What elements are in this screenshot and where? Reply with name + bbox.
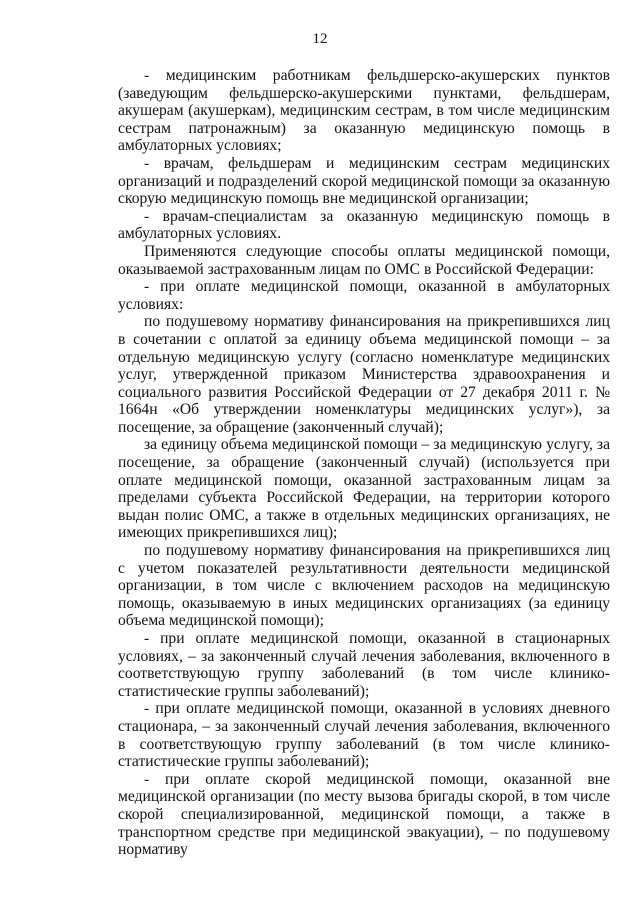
paragraph: - медицинским работникам фельдшерско-акушерских пунктов (заведующим фельдшерско-акушерскими пунктами, фельдшерам, акушерам (акушеркам), медицинским сестрам, в том числе медицинским сестрам патронажным) за оказанную медицинскую помощь в амбулаторных условиях;: [118, 67, 610, 155]
paragraph: - врачам-специалистам за оказанную медицинскую помощь в амбулаторных условиях.: [118, 207, 610, 243]
paragraph: - при оплате медицинской помощи, оказанной в стационарных условиях, – за законченный случай лечения заболевания, включенного в соответствующую группу заболеваний (в том числе клинико-статистические группы заболеваний);: [118, 630, 610, 700]
paragraph: за единицу объема медицинской помощи – за медицинскую услугу, за посещение, за обращение (законченный случай) (используется при оплате медицинской помощи, оказанной застрахованным лицам за пределами субъекта Российской Федерации, на территории которого выдан полис ОМС, а также в отдельных медицинских организациях, не имеющих прикрепившихся лиц);: [118, 436, 610, 542]
paragraph: - врачам, фельдшерам и медицинским сестрам медицинских организаций и подразделений скорой медицинской помощи за оказанную скорую медицинскую помощь вне медицинской организации;: [118, 154, 610, 208]
paragraph: по подушевому нормативу финансирования на прикрепившихся лиц с учетом показателей результативности деятельности медицинской организации, в том числе с включением расходов на медицинскую помощь, оказываемую в иных медицинских организациях (за единицу объема медицинской помощи);: [118, 542, 610, 630]
paragraph: по подушевому нормативу финансирования на прикрепившихся лиц в сочетании с оплатой за единицу объема медицинской помощи – за отдельную медицинскую услугу (согласно номенклатуре медицинских услуг, утвержденной приказом Министерства здравоохранения и социального развития Российской Федерации от 27 декабря 2011 г. № 1664н «Об утверждении номенклатуры медицинских услуг»), за посещение, за обращение (законченный случай);: [118, 313, 610, 436]
document-body: [118, 67, 610, 859]
paragraph: Применяются следующие способы оплаты медицинской помощи, оказываемой застрахованным лицам по ОМС в Российской Федерации:: [118, 242, 610, 278]
paragraph: - при оплате медицинской помощи, оказанной в амбулаторных условиях:: [118, 278, 610, 313]
paragraph: - при оплате скорой медицинской помощи, оказанной вне медицинской организации (по месту вызова бригады скорой, в том числе скорой специализированной, медицинской помощи, а также в транспортном средстве при медицинской эвакуации), – по подушевому нормативу: [118, 770, 610, 859]
page-number: 12: [312, 31, 328, 47]
paragraph: - при оплате медицинской помощи, оказанной в условиях дневного стационара, – за законченный случай лечения заболевания, включенного в соответствующую группу заболеваний (в том числе клинико-статистические группы заболеваний);: [118, 700, 610, 771]
